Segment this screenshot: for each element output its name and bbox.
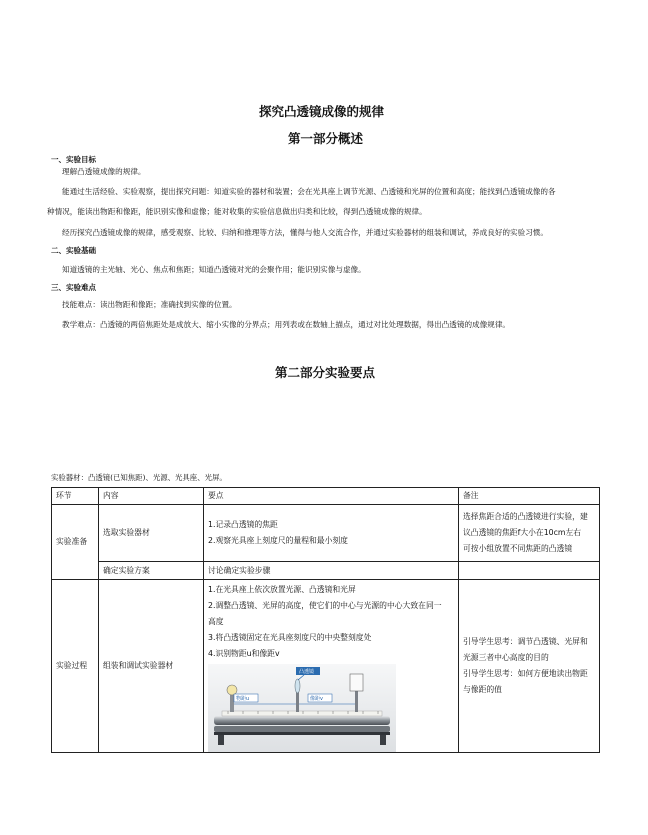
content-select-equipment: 选取实验器材 bbox=[99, 505, 204, 562]
notes-cell bbox=[459, 505, 600, 562]
content-plan: 确定实验方案 bbox=[99, 562, 204, 580]
part2-title: 第二部分实验要点 bbox=[275, 365, 376, 380]
label-object-distance: 物距u bbox=[236, 696, 250, 702]
experiment-table bbox=[51, 487, 600, 753]
table-row bbox=[52, 505, 600, 562]
equipment-line: 实验器材：凸透镜(已知焦距)、光源、光具座、光屏。 bbox=[51, 473, 227, 482]
content-assemble: 组装和调试实验器材 bbox=[99, 580, 204, 753]
doc-title: 探究凸透镜成像的规律 bbox=[259, 104, 385, 119]
note-item: 可按小组放置不同焦距的凸透镜 bbox=[463, 544, 573, 553]
difficulty-para-1: 技能难点：读出物距和像距；准确找到实像的位置。 bbox=[62, 300, 237, 309]
points-cell bbox=[204, 505, 459, 562]
section-heading-difficulty: 三、实验难点 bbox=[51, 283, 96, 292]
optical-bench-photo bbox=[208, 664, 396, 752]
note-item: 与像距的值 bbox=[463, 685, 502, 694]
goals-para-2: 能通过生活经验、实验观察，提出探究问题：知道实验的器材和装置；会在光具座上调节光源、凸透镜和光屏的位置和高度；能找到凸透镜成像的各 bbox=[62, 187, 556, 196]
table-header-row bbox=[52, 488, 600, 505]
goals-para-1: 理解凸透镜成像的规律。 bbox=[62, 167, 146, 176]
basis-para-1: 知道透镜的主光轴、光心、焦点和焦距；知道凸透镜对光的会聚作用；能识别实像与虚像。 bbox=[62, 265, 366, 274]
point-item: 4.识别物距u和像距v bbox=[208, 649, 280, 658]
points-cell bbox=[204, 580, 459, 753]
header-notes: 备注 bbox=[459, 488, 600, 505]
difficulty-para-2: 教学难点：凸透镜的两倍焦距处是成放大、缩小实像的分界点；用列表或在数轴上描点，通过对比处理数据，得出凸透镜的成像规律。 bbox=[62, 320, 511, 329]
table-row bbox=[52, 562, 600, 580]
table-row bbox=[52, 580, 600, 753]
notes-cell-empty bbox=[459, 562, 600, 580]
header-points: 要点 bbox=[204, 488, 459, 505]
note-item: 光源三者中心高度的目的 bbox=[463, 653, 549, 662]
note-item: 引导学生思考：调节凸透镜、光屏和 bbox=[463, 637, 588, 646]
part1-title: 第一部分概述 bbox=[288, 131, 364, 146]
stage-prep: 实验准备 bbox=[52, 505, 99, 580]
notes-cell bbox=[459, 580, 600, 753]
section-heading-basis: 二、实验基础 bbox=[51, 246, 96, 255]
header-content: 内容 bbox=[99, 488, 204, 505]
point-item: 3.将凸透镜固定在光具座刻度尺的中央整刻度处 bbox=[208, 633, 372, 642]
point-item: 2.观察光具座上刻度尺的量程和最小刻度 bbox=[208, 536, 348, 545]
stage-process: 实验过程 bbox=[52, 580, 99, 753]
point-item: 讨论确定实验步骤 bbox=[204, 562, 459, 580]
point-item: 1.记录凸透镜的焦距 bbox=[208, 520, 278, 529]
point-item: 高度 bbox=[208, 617, 224, 626]
point-item: 2.调整凸透镜、光屏的高度，使它们的中心与光源的中心大致在同一 bbox=[208, 601, 442, 610]
note-item: 引导学生思考：如何方便地读出物距 bbox=[463, 669, 588, 678]
goals-para-4: 经历探究凸透镜成像的规律，感受观察、比较、归纳和推理等方法，懂得与他人交流合作，并通过实验器材的组装和调试，养成良好的实验习惯。 bbox=[62, 228, 548, 237]
header-stage: 环节 bbox=[52, 488, 99, 505]
note-item: 议凸透镜的焦距f大小在10cm左右 bbox=[463, 528, 582, 537]
label-image-distance: 像距v bbox=[310, 696, 323, 702]
point-item: 1.在光具座上依次放置光源、凸透镜和光屏 bbox=[208, 585, 356, 594]
label-lens: 凸透镜 bbox=[299, 669, 315, 675]
note-item: 选择焦距合适的凸透镜进行实验，建 bbox=[463, 512, 588, 521]
goals-para-3: 种情况，能读出物距和像距，能识别实像和虚像；能对收集的实验信息做出归类和比较，得到凸透镜成像的规律。 bbox=[47, 207, 427, 216]
section-heading-goals: 一、实验目标 bbox=[51, 155, 96, 164]
